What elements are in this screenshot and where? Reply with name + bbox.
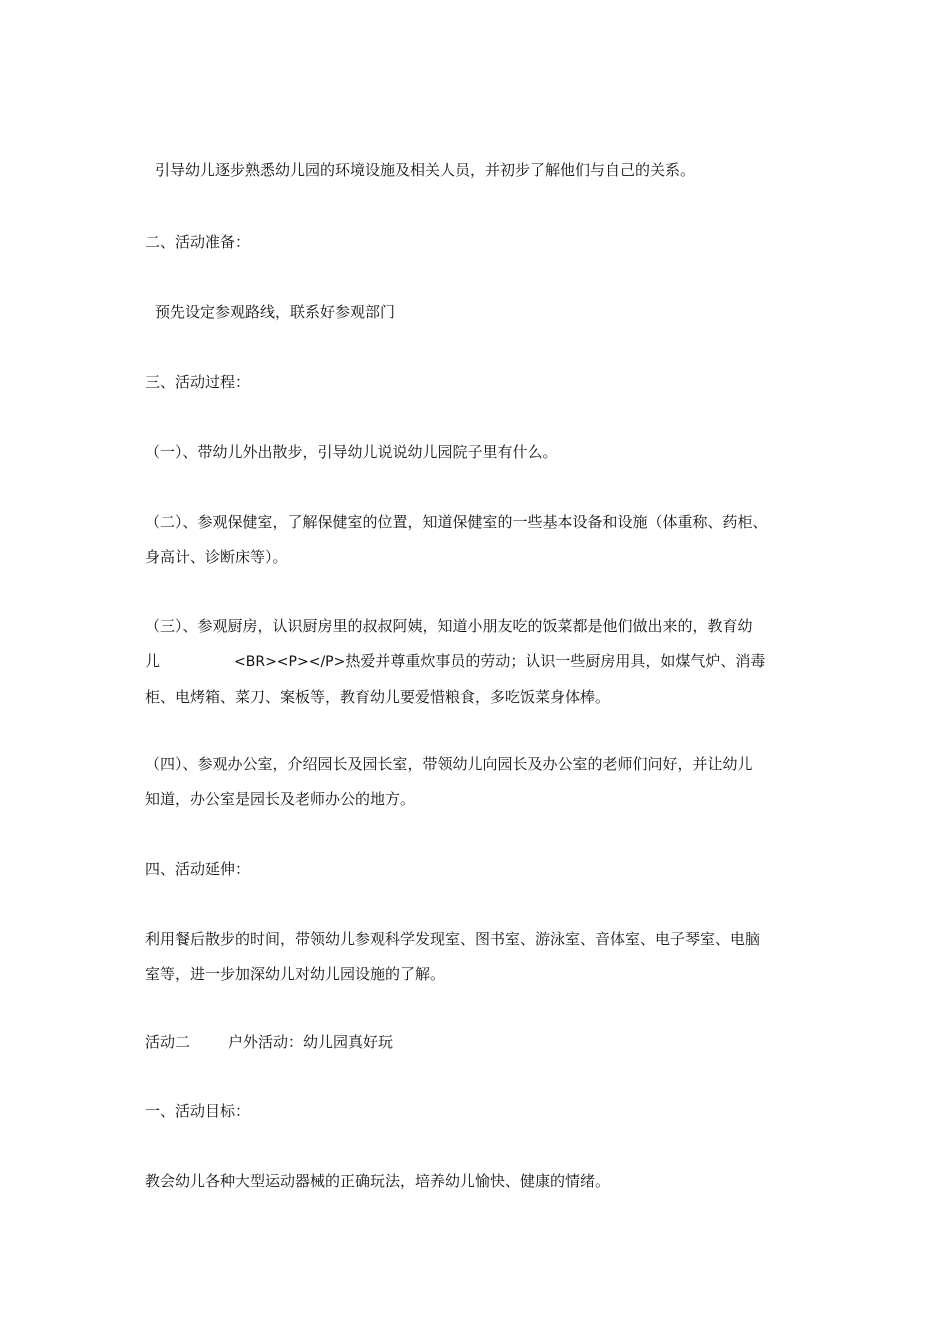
section-heading-goal	[145, 1094, 810, 1129]
extension-text-line-2: 室等，进一步加深幼儿对幼儿园设施的了解。	[145, 965, 446, 983]
step-text-line-3: 柜、电烤箱、菜刀、案板等，教育幼儿要爱惜粮食，多吃饭菜身体棒。	[145, 688, 611, 706]
step-text-line-1: （二）、参观保健室，了解保健室的位置，知道保健室的一些基本设备和设施（体重称、药柜、	[145, 513, 768, 531]
step-text-fragment: 儿	[145, 652, 161, 670]
step-text-line-1: （四）、参观办公室，介绍园长及园长室，带领幼儿向园长及办公室的老师们问好，并让幼儿	[145, 755, 753, 773]
process-step-2	[145, 505, 810, 575]
heading-text: 二、活动准备：	[145, 233, 251, 251]
heading-text: 四、活动延伸：	[145, 860, 251, 878]
extension-paragraph	[145, 922, 810, 992]
goal-two-text: 教会幼儿各种大型运动器械的正确玩法，培养幼儿愉快、健康的情绪。	[145, 1172, 611, 1190]
step-text-fragment: 热爱并尊重炊事员的劳动；认识一些厨房用具，如煤气炉、消毒	[345, 652, 766, 670]
process-step-4	[145, 747, 810, 817]
raw-html-tag-text: <BR><P></P>	[234, 654, 346, 670]
activity-title: 户外活动：幼儿园真好玩	[228, 1033, 394, 1051]
step-text-line-2: 身高计、诊断床等）。	[145, 548, 288, 566]
step-text: （一）、带幼儿外出散步，引导幼儿说说幼儿园院子里有什么。	[145, 443, 558, 461]
process-step-1	[145, 435, 810, 470]
extension-text-line-1: 利用餐后散步的时间，带领幼儿参观科学发现室、图书室、游泳室、音体室、电子琴室、电脑	[145, 930, 761, 948]
goal-two-paragraph	[145, 1164, 810, 1199]
step-text-line-2: 知道，办公室是园长及老师办公的地方。	[145, 790, 416, 808]
process-step-3	[145, 609, 810, 715]
preparation-paragraph	[145, 295, 820, 330]
activity-two-heading	[145, 1025, 810, 1060]
heading-text: 一、活动目标：	[145, 1102, 251, 1120]
goal-paragraph	[145, 153, 820, 188]
activity-label: 活动二	[145, 1033, 191, 1051]
heading-text: 三、活动过程：	[145, 373, 251, 391]
section-heading-extension	[145, 852, 810, 887]
preparation-text: 预先设定参观路线，联系好参观部门	[155, 303, 396, 321]
section-heading-process	[145, 365, 810, 400]
section-heading-preparation	[145, 225, 810, 260]
goal-text: 引导幼儿逐步熟悉幼儿园的环境设施及相关人员，并初步了解他们与自己的关系。	[155, 161, 696, 179]
step-text-line-2	[145, 644, 810, 680]
step-text-line-1: （三）、参观厨房，认识厨房里的叔叔阿姨，知道小朋友吃的饭菜都是他们做出来的，教育幼	[145, 617, 753, 635]
